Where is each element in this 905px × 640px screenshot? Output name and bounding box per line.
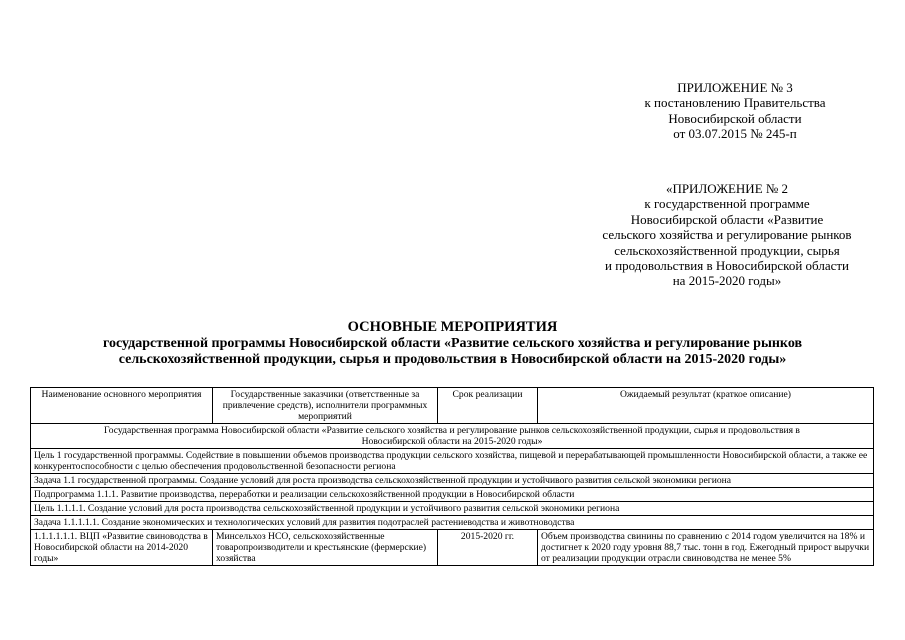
program-appendix-line: сельского хозяйства и регулирование рынков: [602, 227, 852, 243]
approval-appendix-number: ПРИЛОЖЕНИЕ № 3: [677, 80, 793, 95]
approval-appendix-line: к постановлению Правительства: [644, 95, 826, 111]
table-row: [31, 502, 874, 516]
header-name: Наименование основного мероприятия: [31, 388, 213, 424]
title-line: государственной программы Новосибирской области «Развитие сельского хозяйства и регулирование рынков: [102, 335, 803, 351]
program-row: Государственная программа Новосибирской области «Развитие сельского хозяйства и регулирование рынков сельскохозяйственной продукции, сырья и продовольствия в Новосибирской области на 2015-2020 годы»: [31, 424, 874, 449]
header-term: Срок реализации: [438, 388, 538, 424]
table-row: [31, 474, 874, 488]
program-appendix-line: к государственной программе: [644, 196, 810, 212]
subgoal-row: Цель 1.1.1.1. Создание условий для роста производства сельскохозяйственной продукции и устойчивого развития сельской экономики региона: [31, 502, 874, 516]
program-appendix-line: Новосибирской области «Развитие: [630, 211, 824, 227]
approval-appendix-line: Новосибирской области: [668, 110, 802, 126]
program-appendix-number: «ПРИЛОЖЕНИЕ № 2: [665, 181, 789, 196]
activity-customers: Минсельхоз НСО, сельскохозяйственные товаропроизводители и крестьянские (фермерские) хозяйства: [213, 530, 438, 566]
header-result: Ожидаемый результат (краткое описание): [538, 388, 874, 424]
program-appendix-line: и продовольствия в Новосибирской области: [604, 258, 849, 274]
activity-term: 2015-2020 гг.: [438, 530, 538, 566]
goal-row: Цель 1 государственной программы. Содействие в повышении объемов производства продукции сельского хозяйства, пищевой и перерабатывающей промышленности Новосибирской области, а также ее конкурентоспособности с целью обеспечения продовольственной безопасности региона: [31, 449, 874, 474]
header-customers: Государственные заказчики (ответственные за привлечение средств), исполнители программных мероприятий: [213, 388, 438, 424]
activity-result: Объем производства свинины по сравнению с 2014 годом увеличится на 18% и достигнет к 2020 году уровня 88,7 тыс. тонн в год. Ежегодный прирост выручки от реализации продукции отрасли свиноводства не менее 5%: [538, 530, 874, 566]
approval-appendix-block: [612, 80, 858, 142]
task-row: Задача 1.1 государственной программы. Создание условий для роста производства сельскохозяйственной продукции и устойчивого развития сельской экономики региона: [31, 474, 874, 488]
program-appendix-line: на 2015-2020 годы»: [672, 273, 782, 289]
activity-row: [31, 530, 874, 566]
subprogram-row: Подпрограмма 1.1.1. Развитие производства, переработки и реализации сельскохозяйственной продукции в Новосибирской области: [31, 488, 874, 502]
table-row: [31, 424, 874, 449]
subtask-row: Задача 1.1.1.1.1. Создание экономических и технологических условий для развития подотраслей растениеводства и животноводства: [31, 516, 874, 530]
document-title: [40, 319, 865, 369]
approval-appendix-date: от 03.07.2015 № 245-п: [673, 126, 797, 142]
main-title: ОСНОВНЫЕ МЕРОПРИЯТИЯ: [347, 319, 558, 335]
table-header-row: [31, 388, 874, 424]
table-row: [31, 488, 874, 502]
program-appendix-block: [572, 181, 882, 289]
table-row: [31, 516, 874, 530]
title-line: сельскохозяйственной продукции, сырья и продовольствия в Новосибирской области на 2015-2020 годы»: [118, 352, 787, 367]
program-appendix-line: сельскохозяйственной продукции, сырья: [614, 242, 840, 258]
table-row: [31, 449, 874, 474]
activities-table: [30, 387, 874, 566]
activity-name: 1.1.1.1.1.1. ВЦП «Развитие свиноводства в Новосибирской области на 2014-2020 годы»: [31, 530, 213, 566]
